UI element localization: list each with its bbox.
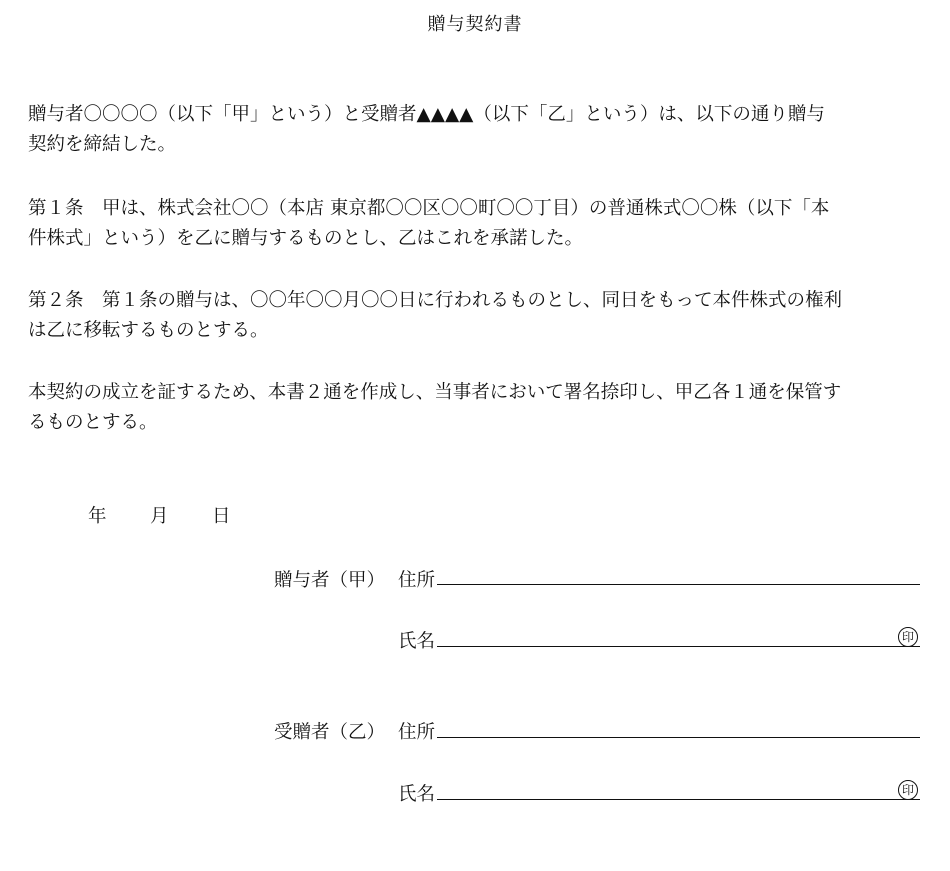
date-year-label: 年 — [88, 506, 107, 527]
donee-name-line[interactable] — [437, 799, 920, 800]
donee-name-label: 氏名 — [398, 784, 436, 805]
closing-paragraph — [28, 378, 928, 438]
donor-address-label: 住所 — [398, 570, 436, 591]
date-day-label: 日 — [212, 506, 231, 527]
donor-seal-mark: 印 — [898, 627, 918, 647]
closing-line-2: るものとする。 — [28, 412, 158, 433]
donor-role-label: 贈与者（甲） — [274, 570, 386, 591]
closing-line-1: 本契約の成立を証するため、本書２通を作成し、当事者において署名捺印し、甲乙各１通を保管す — [28, 382, 842, 403]
donor-name-line[interactable] — [437, 646, 920, 647]
donor-name-label: 氏名 — [398, 631, 436, 652]
article-1-line-2: 件株式」という）を乙に贈与するものとし、乙はこれを承諾した。 — [28, 228, 584, 249]
donee-seal-mark: 印 — [898, 780, 918, 800]
donee-address-line[interactable] — [437, 737, 920, 738]
document-title: 贈与契約書 — [427, 14, 523, 35]
donee-role-label: 受贈者（乙） — [274, 722, 386, 743]
preamble-line-2: 契約を締結した。 — [28, 134, 177, 155]
article-1-paragraph — [28, 194, 928, 254]
article-1-line-1: 第１条 甲は、株式会社〇〇（本店 東京都〇〇区〇〇町〇〇丁目）の普通株式〇〇株（以下「本 — [28, 198, 830, 219]
donor-address-line[interactable] — [437, 584, 920, 585]
preamble-line-1: 贈与者〇〇〇〇（以下「甲」という）と受贈者▲▲▲▲（以下「乙」という）は、以下の通り贈与 — [28, 104, 825, 125]
date-month-label: 月 — [150, 506, 169, 527]
article-2-line-2: は乙に移転するものとする。 — [28, 320, 269, 341]
donee-address-label: 住所 — [398, 722, 436, 743]
article-2-paragraph — [28, 286, 928, 346]
preamble-paragraph — [28, 100, 928, 160]
article-2-line-1: 第２条 第１条の贈与は、〇〇年〇〇月〇〇日に行われるものとし、同日をもって本件株式の権利 — [28, 290, 843, 311]
